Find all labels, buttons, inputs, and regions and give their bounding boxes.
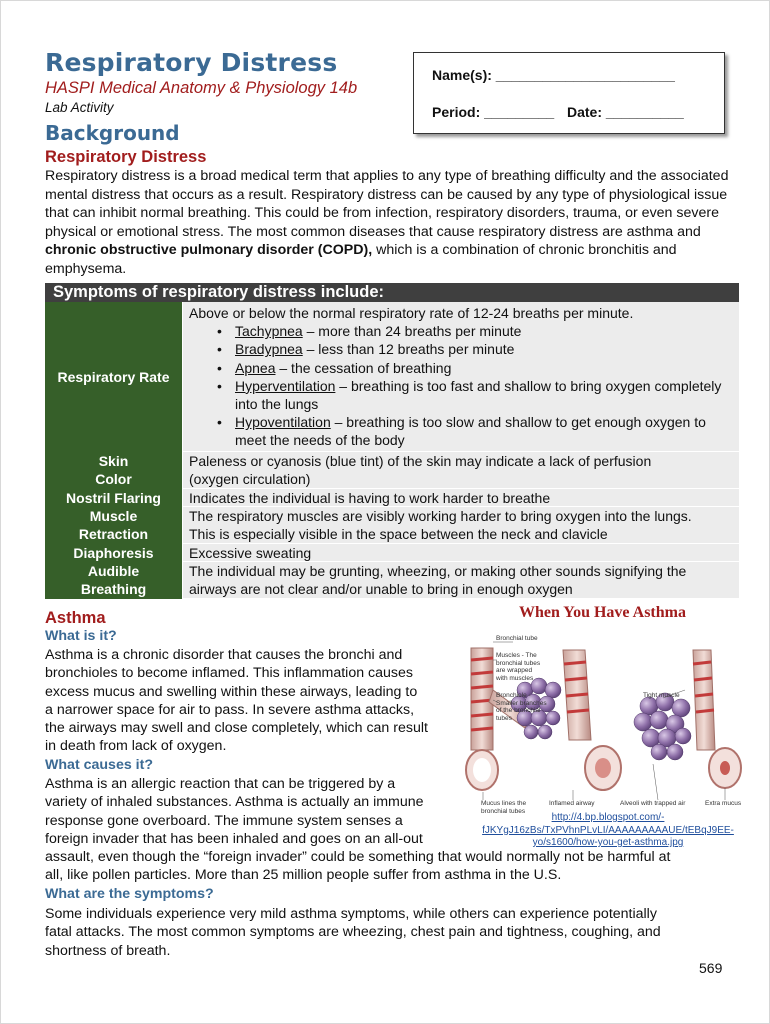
period-field[interactable]: Period: _________	[432, 104, 555, 120]
row-label-diaphoresis: Diaphoresis	[45, 544, 182, 563]
diaphoresis-cell: Excessive sweating	[183, 544, 739, 562]
date-field[interactable]: Date: __________	[567, 104, 684, 120]
activity-type: Lab Activity	[45, 100, 114, 115]
background-heading: Background	[45, 121, 180, 145]
label-alveoli: Alveoli with trapped air	[620, 800, 686, 807]
what-causes-it-text: Asthma is an allergic reaction that can be triggered by a variety of inhaled substances. Asthma is actually an immune response gone overboard. The immune system senses a foreign invader that has been inhaled and goes on an all-out assault, even though the “foreign invader” could be something that would normally not be harmful at all, like pollen particles. More than 25 million people suffer from asthma in the U.S.	[45, 776, 671, 884]
page-title: Respiratory Distress	[45, 48, 338, 77]
what-is-it-heading: What is it?	[45, 628, 117, 644]
symptoms-subheading: What are the symptoms?	[45, 886, 214, 902]
what-is-it-text: Asthma is a chronic disorder that causes the bronchi and bronchioles to become inflamed. This inflammation causes excess mucus and swelling within these airways, leading to a narrower space for air to pass. In severe asthma attacks, the airways may swell and close completely, which can result in death from lack of oxygen.	[45, 647, 428, 755]
bullet-tachypnea: • Tachypnea – more than 24 breaths per minute	[217, 323, 522, 340]
figure-source-link[interactable]: http://4.bp.blogspot.com/- fJKYgJ16zBs/TxPVhnPLvLI/AAAAAAAAAUE/tEBqJ9EE- yo/s1600/how-you-get-asthma.jpg	[482, 812, 734, 848]
bullet-bradypnea: • Bradypnea – less than 12 breaths per minute	[217, 341, 515, 358]
label-inflamed-airway: Inflamed airway	[549, 800, 595, 807]
figure-caption: When You Have Asthma	[519, 604, 686, 621]
bullet-hypoventilation: • Hypoventilation – breathing is too slow and shallow to get enough oxygen to meet the needs of the body	[217, 414, 706, 449]
rate-intro: Above or below the normal respiratory rate of 12-24 breaths per minute.	[189, 305, 634, 321]
what-causes-it-heading: What causes it?	[45, 757, 154, 773]
asthma-heading: Asthma	[45, 609, 106, 627]
symptoms-text: Some individuals experience very mild asthma symptoms, while others can experience potentially fatal attacks. The most common symptoms are wheezing, chest pain and tightness, coughing, and shortness of breath.	[45, 906, 661, 959]
label-tight-muscle: Tight muscle	[643, 692, 680, 699]
bullet-apnea: • Apnea – the cessation of breathing	[217, 359, 452, 376]
nostril-flaring-cell: Indicates the individual is having to work harder to breathe	[183, 489, 739, 507]
bullet-hyperventilation: • Hyperventilation – breathing is too fast and shallow to bring oxygen completely into the lungs	[217, 377, 722, 413]
para-text-2: which is a combination of chronic bronchitis and emphysema.	[45, 242, 677, 277]
para-bold-copd: chronic obstructive pulmonary disorder (COPD),	[45, 242, 373, 259]
page-number: 569	[699, 960, 723, 976]
row-label-nostril-flaring: Nostril Flaring	[45, 489, 182, 508]
row-label-audible-breathing: Audible Breathing	[45, 562, 182, 599]
muscle-retraction-cell: The respiratory muscles are visibly working harder to bring oxygen into the lungs. This is especially visible in the space between the neck and clavicle	[183, 507, 739, 544]
respiratory-distress-heading: Respiratory Distress	[45, 148, 207, 166]
label-bronchiole: Bronchiole - Smaller branches of the bronchial tubes	[496, 692, 547, 722]
label-muscles: Muscles - The bronchial tubes are wrapped with muscles	[496, 652, 541, 682]
para-text-1: Respiratory distress is a broad medical term that applies to any type of breathing difficulty and the associated mental distress that occurs as a result. Respiratory distress can be caused by any type of physiological issue that can inhibit normal breathing. This could be from infection, respiratory disorders, trauma, or even severe physical or emotional stress. The most common diseases that cause respiratory distress are asthma and	[45, 168, 729, 240]
row-label-skin-color: Skin Color	[45, 452, 182, 490]
course-subtitle: HASPI Medical Anatomy & Physiology 14b	[45, 79, 358, 97]
label-extra-mucus: Extra mucus	[705, 800, 742, 807]
audible-breathing-cell: The individual may be grunting, wheezing, or making other sounds signifying the airways are not clear and/or unable to bring in enough oxygen	[183, 562, 739, 599]
row-label-respiratory-rate: Respiratory Rate	[45, 302, 182, 453]
skin-color-cell: Paleness or cyanosis (blue tint) of the skin may indicate a lack of perfusion (oxygen circulation)	[183, 452, 739, 489]
name-box	[413, 52, 725, 134]
label-mucus: Mucus lines the bronchial tubes	[481, 800, 527, 815]
label-bronchial-tube: Bronchial tube	[496, 635, 538, 642]
symptoms-header: Symptoms of respiratory distress include:	[45, 283, 739, 302]
names-field[interactable]: Name(s): _______________________	[432, 67, 675, 83]
row-label-muscle-retraction: Muscle Retraction	[45, 507, 182, 545]
airway-right	[634, 650, 741, 788]
respiratory-rate-cell	[183, 302, 739, 452]
background-paragraph	[45, 167, 735, 279]
